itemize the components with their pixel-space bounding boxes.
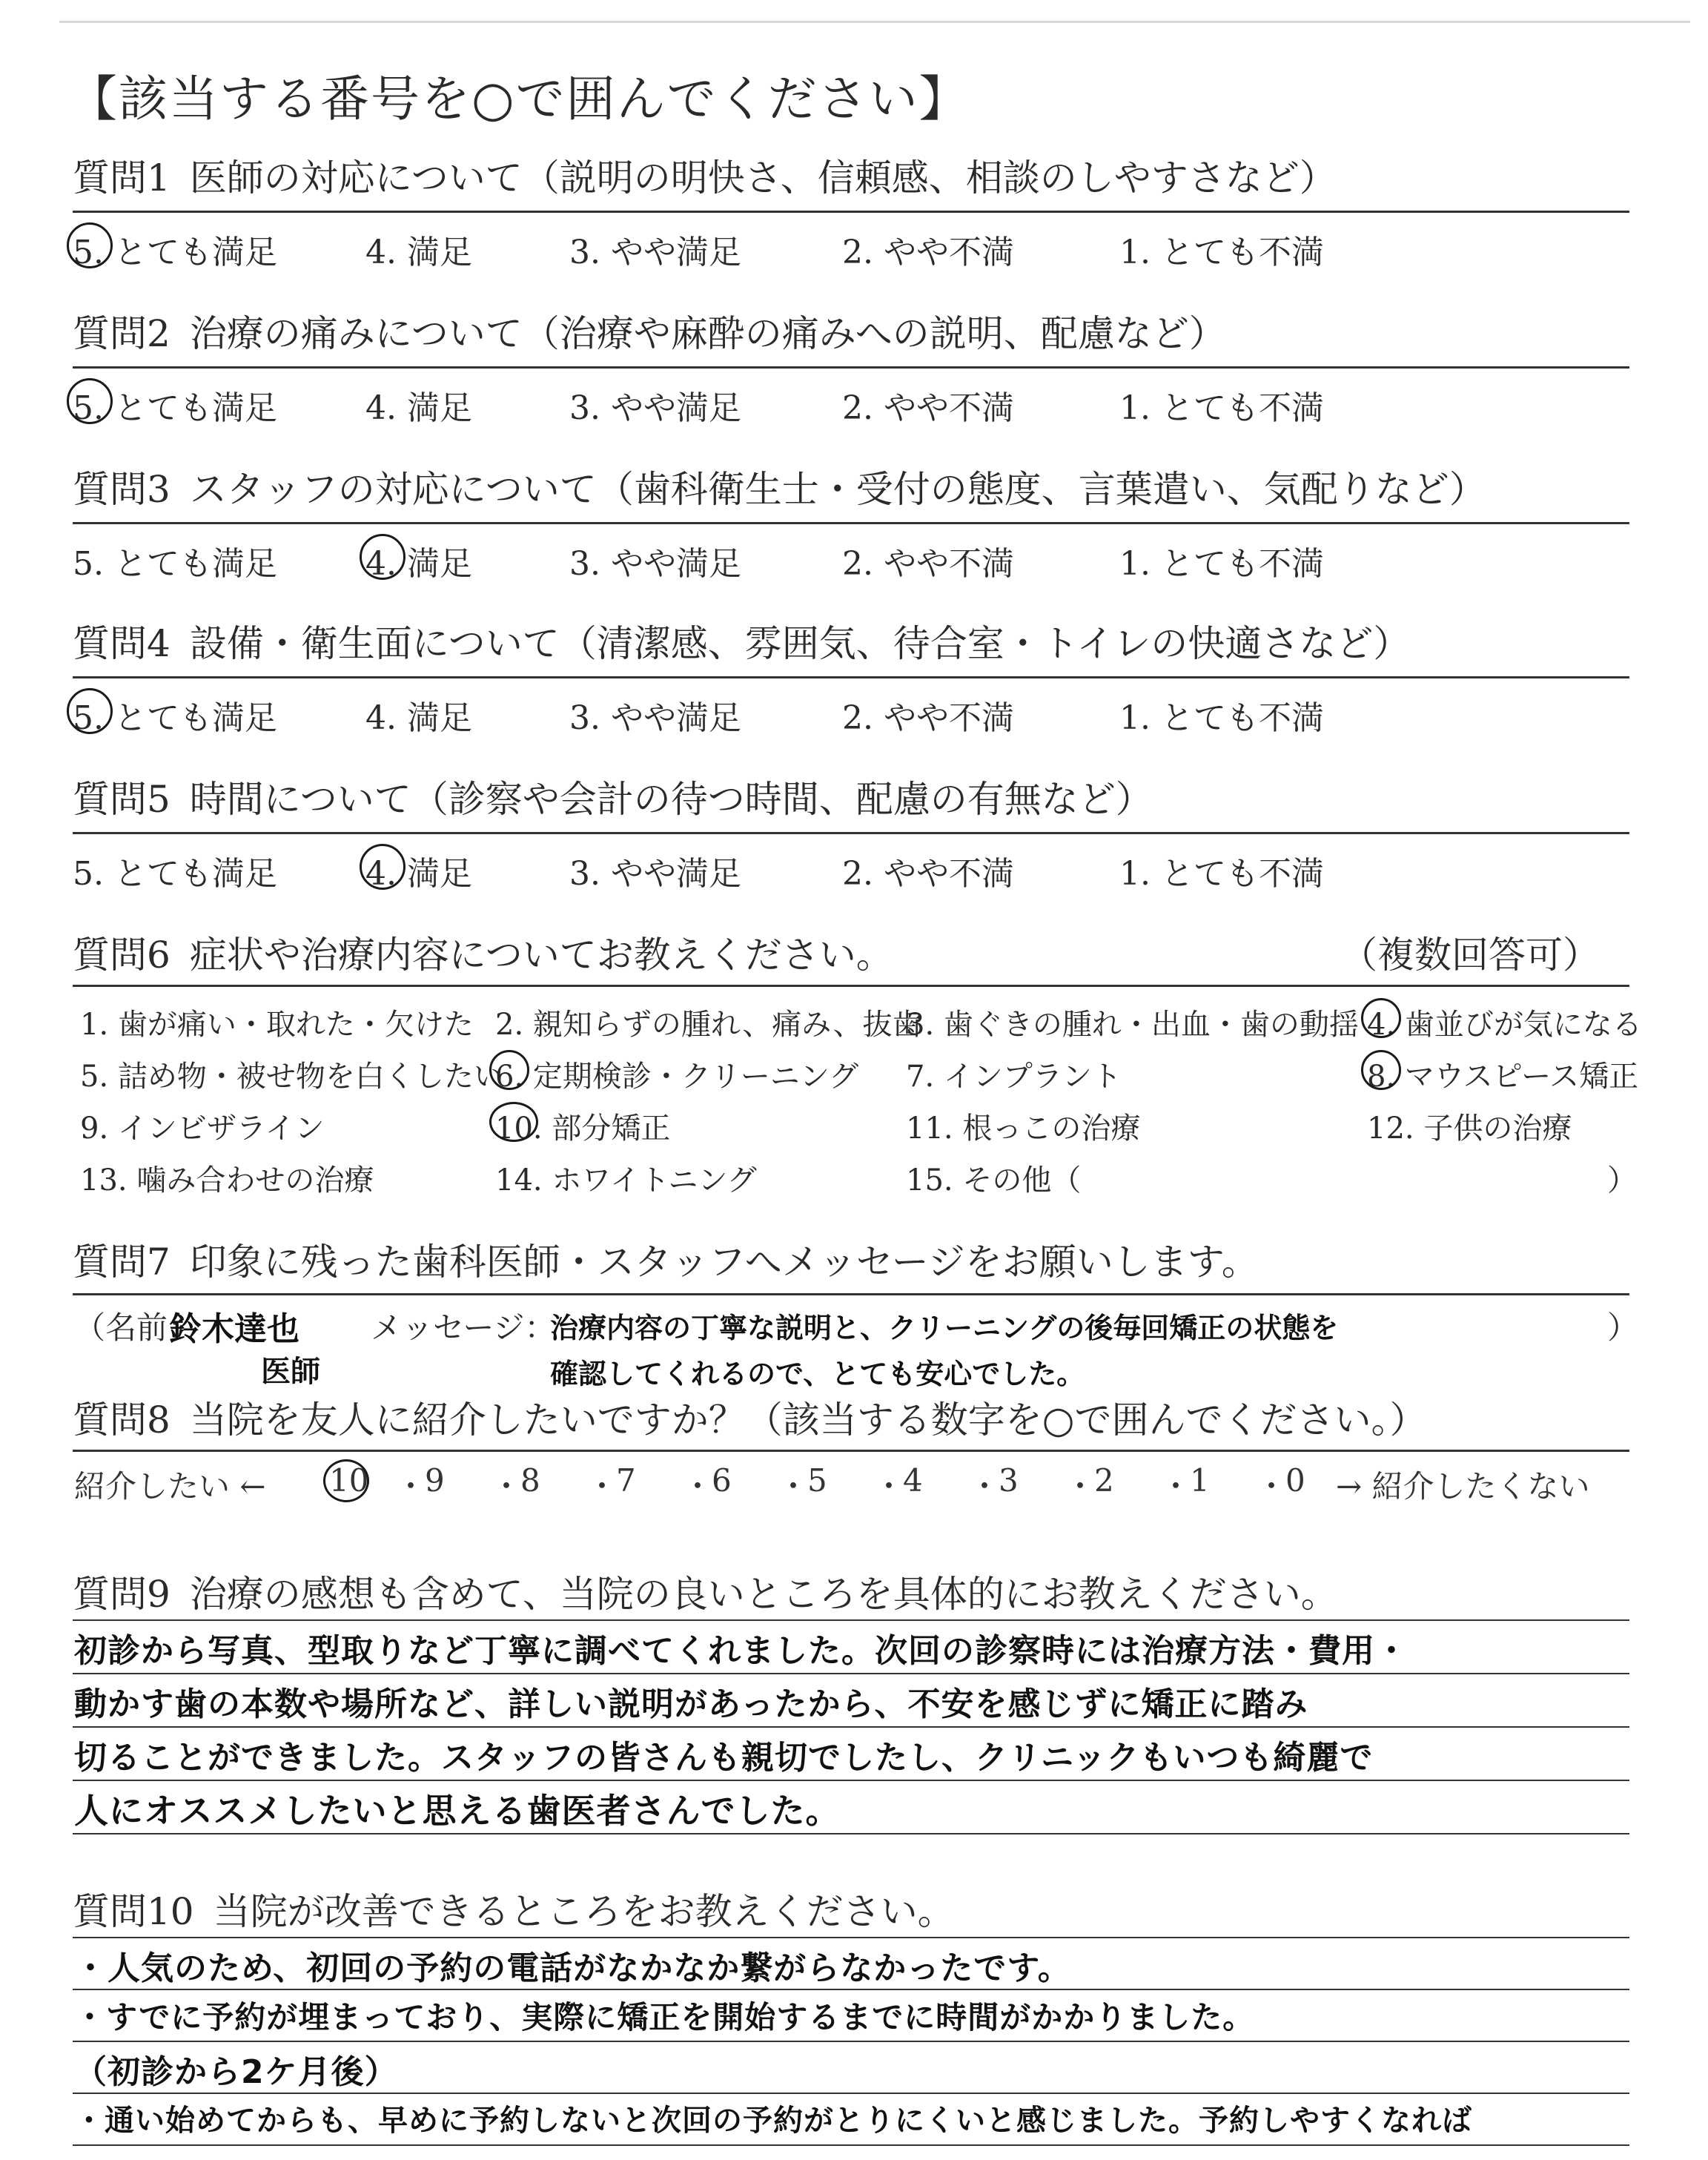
question-text: 当院を友人に紹介したいですか？（該当する数字を○で囲んでください。） bbox=[189, 1398, 1427, 1441]
question-number: 質問2 bbox=[73, 312, 171, 355]
scale-dot: ・ bbox=[873, 1468, 905, 1505]
ruled-line bbox=[73, 1989, 1629, 1990]
question-number: 質問4 bbox=[73, 622, 171, 665]
scale-number: 2 bbox=[1094, 1462, 1114, 1499]
scale-dot: ・ bbox=[1256, 1468, 1288, 1505]
scale-right-label: → 紹介したくない bbox=[1336, 1468, 1590, 1505]
scale-number: 8 bbox=[520, 1462, 540, 1499]
message-label: メッセージ： bbox=[371, 1309, 556, 1346]
question-number: 質問10 bbox=[73, 1890, 194, 1933]
question-text: 症状や治療内容についてお教えください。 bbox=[189, 934, 893, 977]
message-close-paren: ） bbox=[1607, 1309, 1639, 1346]
rating-option: 1. とても不満 bbox=[1119, 234, 1324, 271]
handwritten-answer-line: ・人気のため、初回の予約の電話がなかなか繋がらなかったです。 bbox=[74, 1949, 1071, 1987]
scale-number: 7 bbox=[616, 1462, 636, 1499]
question-rule bbox=[73, 522, 1629, 524]
question-title bbox=[73, 156, 1629, 203]
rating-option: 4. 満足 bbox=[365, 699, 472, 737]
answer-circle-mark bbox=[1361, 998, 1401, 1038]
scale-number: 1 bbox=[1190, 1462, 1210, 1499]
answer-circle-mark bbox=[489, 1102, 538, 1142]
rating-option: 5. とても満足 bbox=[73, 381, 277, 429]
scale-number: 9 bbox=[425, 1462, 445, 1499]
question-text: 印象に残った歯科医師・スタッフへメッセージをお願いします。 bbox=[189, 1241, 1259, 1284]
rating-option: 2. やや不満 bbox=[842, 855, 1014, 893]
answer-circle-mark bbox=[360, 534, 406, 580]
question-text: 医師の対応について（説明の明快さ、信頼感、相談のしやすさなど） bbox=[189, 156, 1337, 199]
question-number: 質問5 bbox=[73, 778, 171, 821]
rating-option: 1. とても不満 bbox=[1119, 855, 1324, 893]
q6-option: 10. 部分矯正 bbox=[495, 1105, 670, 1147]
answer-circle-mark bbox=[360, 844, 406, 890]
doctor-name: 鈴木達也 bbox=[169, 1310, 299, 1348]
scale-dot: ・ bbox=[491, 1468, 523, 1505]
question-number: 質問7 bbox=[73, 1241, 171, 1284]
question-title bbox=[73, 311, 1629, 359]
question-rule bbox=[73, 211, 1629, 213]
q6-option: 12. 子供の治療 bbox=[1367, 1112, 1572, 1146]
question-rule bbox=[73, 832, 1629, 834]
rating-option: 2. やや不満 bbox=[842, 545, 1014, 583]
question-title bbox=[73, 621, 1629, 669]
rating-option: 2. やや不満 bbox=[842, 234, 1014, 271]
q6-option: 7. インプラント bbox=[906, 1060, 1122, 1094]
question-7 bbox=[73, 1240, 1629, 1287]
question-1 bbox=[73, 156, 1629, 203]
handwritten-answer-line: ・通い始めてからも、早めに予約しないと次回の予約がとりにくいと感じました。予約しやすくなれば bbox=[74, 2104, 1472, 2138]
q6-option: ） bbox=[1607, 1163, 1637, 1198]
question-10 bbox=[73, 1889, 1629, 1937]
q6-option: 14. ホワイトニング bbox=[495, 1163, 757, 1198]
handwritten-answer-line: 切ることができました。スタッフの皆さんも親切でしたし、クリニックもいつも綺麗で bbox=[74, 1739, 1374, 1777]
rating-options bbox=[73, 847, 1629, 893]
question-text: 治療の感想も含めて、当院の良いところを具体的にお教えください。 bbox=[189, 1573, 1338, 1616]
ruled-line bbox=[73, 2144, 1629, 2146]
q6-option: 1. 歯が痛い・取れた・欠けた bbox=[80, 1008, 474, 1042]
scale-number: 6 bbox=[712, 1462, 732, 1499]
handwritten-answer-line: 初診から写真、型取りなど丁寧に調べてくれました。次回の診察時には治療方法・費用・ bbox=[74, 1632, 1409, 1670]
q6-option: 3. 歯ぐきの腫れ・出血・歯の動揺 bbox=[906, 1008, 1359, 1042]
answer-circle-mark bbox=[67, 378, 113, 424]
q7-rule bbox=[73, 1293, 1629, 1295]
rating-option: 3. やや満足 bbox=[569, 855, 741, 893]
handwritten-answer-line: ・すでに予約が埋まっており、実際に矯正を開始するまでに時間がかかりました。 bbox=[74, 1999, 1255, 2035]
rating-option: 2. やや不満 bbox=[842, 389, 1014, 427]
q6-option: 2. 親知らずの腫れ、痛み、抜歯 bbox=[495, 1008, 922, 1042]
scale-dot: ・ bbox=[969, 1468, 1001, 1505]
scale-dot: ・ bbox=[586, 1468, 618, 1505]
question-4 bbox=[73, 621, 1629, 669]
scale-dot: ・ bbox=[1160, 1468, 1192, 1505]
question-5 bbox=[73, 777, 1629, 825]
question-number: 質問8 bbox=[73, 1398, 171, 1441]
answer-circle-mark bbox=[489, 1050, 529, 1090]
rating-option: 1. とても不満 bbox=[1119, 389, 1324, 427]
instruction-header: 【該当する番号を○で囲んでください】 bbox=[68, 70, 970, 128]
rating-option: 1. とても不満 bbox=[1119, 699, 1324, 737]
rating-options bbox=[73, 225, 1629, 271]
rating-option: 5. とても満足 bbox=[73, 691, 277, 739]
question-text: 治療の痛みについて（治療や麻酔の痛みへの説明、配慮など） bbox=[189, 312, 1226, 355]
question-rule bbox=[73, 676, 1629, 678]
rating-option: 2. やや不満 bbox=[842, 699, 1014, 737]
scale-number: 0 bbox=[1285, 1462, 1305, 1499]
answer-circle-mark bbox=[67, 688, 113, 734]
ruled-line bbox=[73, 2093, 1629, 2094]
question-2 bbox=[73, 311, 1629, 359]
ruled-line bbox=[73, 1619, 1629, 1621]
rating-option: 5. とても満足 bbox=[73, 855, 277, 893]
question-text: 当院が改善できるところをお教えください。 bbox=[213, 1890, 955, 1933]
question-text: スタッフの対応について（歯科衛生士・受付の態度、言葉遣い、気配りなど） bbox=[189, 468, 1486, 511]
ruled-line bbox=[73, 1937, 1629, 1938]
handwritten-answer-line: （初診から2ケ月後） bbox=[74, 2053, 398, 2091]
q6-option: 6. 定期検診・クリーニング bbox=[495, 1053, 858, 1095]
handwritten-answer-line: 人にオススメしたいと思える歯医者さんでした。 bbox=[74, 1791, 841, 1831]
question-text: 時間について（診察や会計の待つ時間、配慮の有無など） bbox=[189, 778, 1153, 821]
scale-dot: ・ bbox=[1065, 1468, 1096, 1505]
rating-option: 4. 満足 bbox=[365, 234, 472, 271]
question-title bbox=[73, 467, 1629, 515]
rating-option: 1. とても不満 bbox=[1119, 545, 1324, 583]
rating-option: 4. 満足 bbox=[365, 537, 472, 584]
question-number: 質問9 bbox=[73, 1573, 171, 1616]
question-8 bbox=[73, 1398, 1629, 1445]
ruled-line bbox=[73, 2041, 1629, 2042]
doctor-title: 医師 bbox=[261, 1355, 320, 1389]
multiple-answer-note: （複数回答可） bbox=[1340, 934, 1600, 977]
question-6 bbox=[73, 933, 1629, 980]
rating-options bbox=[73, 537, 1629, 583]
question-number: 質問1 bbox=[73, 156, 171, 199]
scale-number: 5 bbox=[807, 1462, 827, 1499]
rating-option: 4. 満足 bbox=[365, 847, 472, 894]
q6-option: 15. その他（ bbox=[906, 1163, 1082, 1198]
name-label: （名前： bbox=[74, 1309, 199, 1346]
rating-option: 3. やや満足 bbox=[569, 545, 741, 583]
q6-option: 11. 根っこの治療 bbox=[906, 1112, 1141, 1146]
scale-number: 3 bbox=[999, 1462, 1019, 1499]
scale-number: 4 bbox=[903, 1462, 923, 1499]
q8-rule bbox=[73, 1450, 1629, 1452]
q6-option: 13. 噛み合わせの治療 bbox=[80, 1163, 374, 1198]
recommend-scale bbox=[73, 1462, 1629, 1504]
message-line-2: 確認してくれるので、とても安心でした。 bbox=[550, 1358, 1085, 1390]
answer-circle-mark bbox=[1361, 1050, 1401, 1090]
q6-option: 8. マウスピース矯正 bbox=[1367, 1053, 1638, 1095]
answer-circle-mark bbox=[67, 222, 113, 268]
rating-option: 4. 満足 bbox=[365, 389, 472, 427]
scale-number: 10 bbox=[329, 1462, 368, 1499]
ruled-line bbox=[73, 1833, 1629, 1834]
q6-option: 4. 歯並びが気になる bbox=[1367, 1001, 1642, 1043]
scale-dot: ・ bbox=[778, 1468, 810, 1505]
ruled-line bbox=[73, 1780, 1629, 1781]
ruled-line bbox=[73, 1673, 1629, 1674]
q6-option: 9. インビザライン bbox=[80, 1112, 325, 1146]
rating-option: 3. やや満足 bbox=[569, 389, 741, 427]
handwritten-answer-line: 動かす歯の本数や場所など、詳しい説明があったから、不安を感じずに矯正に踏み bbox=[74, 1685, 1308, 1723]
question-text: 設備・衛生面について（清潔感、雰囲気、待合室・トイレの快適さなど） bbox=[189, 622, 1411, 665]
scale-dot: ・ bbox=[395, 1468, 427, 1505]
question-title bbox=[73, 777, 1629, 825]
top-edge-band bbox=[59, 0, 1690, 23]
rating-option: 3. やや満足 bbox=[569, 234, 741, 271]
question-number: 質問3 bbox=[73, 468, 171, 511]
question-number: 質問6 bbox=[73, 934, 171, 977]
rating-option: 3. やや満足 bbox=[569, 699, 741, 737]
question-3 bbox=[73, 467, 1629, 515]
question-rule bbox=[73, 366, 1629, 369]
rating-option: 5. とても満足 bbox=[73, 225, 277, 273]
answer-circle-mark bbox=[323, 1459, 369, 1502]
question-9 bbox=[73, 1572, 1629, 1619]
rating-options bbox=[73, 381, 1629, 427]
q6-rule bbox=[73, 985, 1629, 987]
scale-left-label: 紹介したい ← bbox=[74, 1468, 266, 1505]
q6-option: 5. 詰め物・被せ物を白くしたい bbox=[80, 1060, 503, 1094]
rating-options bbox=[73, 691, 1629, 737]
message-line-1: 治療内容の丁寧な説明と、クリーニングの後毎回矯正の状態を bbox=[550, 1312, 1339, 1344]
rating-option: 5. とても満足 bbox=[73, 545, 277, 583]
scale-dot: ・ bbox=[682, 1468, 714, 1505]
ruled-line bbox=[73, 1726, 1629, 1728]
